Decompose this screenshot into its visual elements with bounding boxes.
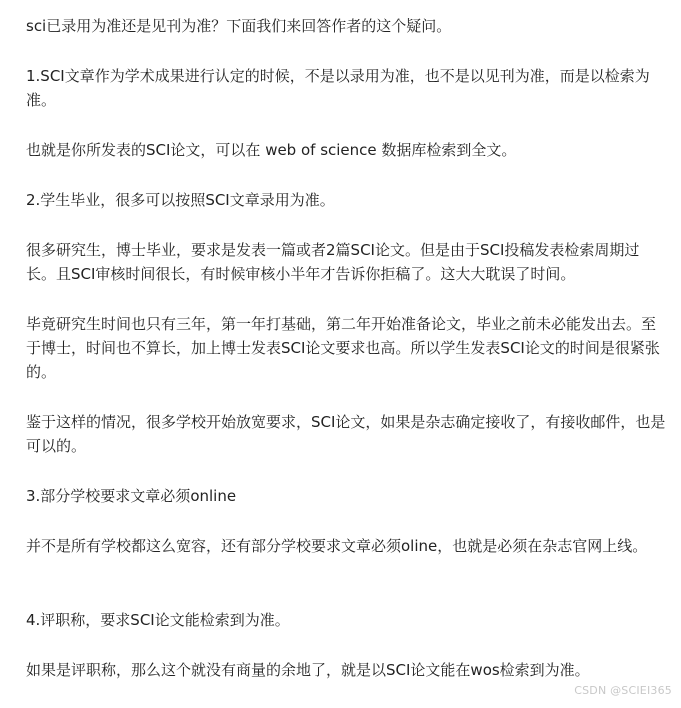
csdn-watermark: CSDN @SCIEI365 [574, 684, 672, 697]
paragraph-point-4-detail: 如果是评职称，那么这个就没有商量的余地了，就是以SCI论文能在wos检索到为准。 [26, 661, 590, 679]
paragraph-point-3: 3.部分学校要求文章必须online [26, 487, 237, 505]
article-body [26, 14, 666, 708]
paragraph-point-2-detail-b: 毕竟研究生时间也只有三年，第一年打基础，第二年开始准备论文，毕业之前未必能发出去。至于博士，时间也不算长，加上博士发表SCI论文要求也高。所以学生发表SCI论文的时间是很紧张的。 [26, 315, 660, 381]
paragraph-point-1: 1.SCI文章作为学术成果进行认定的时候，不是以录用为准，也不是以见刊为准，而是以检索为准。 [26, 67, 650, 109]
paragraph-intro: sci已录用为准还是见刊为准？下面我们来回答作者的这个疑问。 [26, 17, 452, 35]
paragraph-point-2: 2.学生毕业，很多可以按照SCI文章录用为准。 [26, 191, 335, 209]
paragraph-point-2-detail-a: 很多研究生，博士毕业，要求是发表一篇或者2篇SCI论文。但是由于SCI投稿发表检索周期过长。且SCI审核时间很长，有时候审核小半年才告诉你拒稿了。这大大耽误了时间。 [26, 241, 640, 283]
paragraph-point-4: 4.评职称，要求SCI论文能检索到为准。 [26, 611, 290, 629]
paragraph-point-1-detail: 也就是你所发表的SCI论文，可以在 web of science 数据库检索到全文。 [26, 141, 517, 159]
paragraph-point-3-detail: 并不是所有学校都这么宽容，还有部分学校要求文章必须oline，也就是必须在杂志官网上线。 [26, 537, 648, 555]
paragraph-point-2-detail-c: 鉴于这样的情况，很多学校开始放宽要求，SCI论文，如果是杂志确定接收了，有接收邮件，也是可以的。 [26, 413, 666, 455]
